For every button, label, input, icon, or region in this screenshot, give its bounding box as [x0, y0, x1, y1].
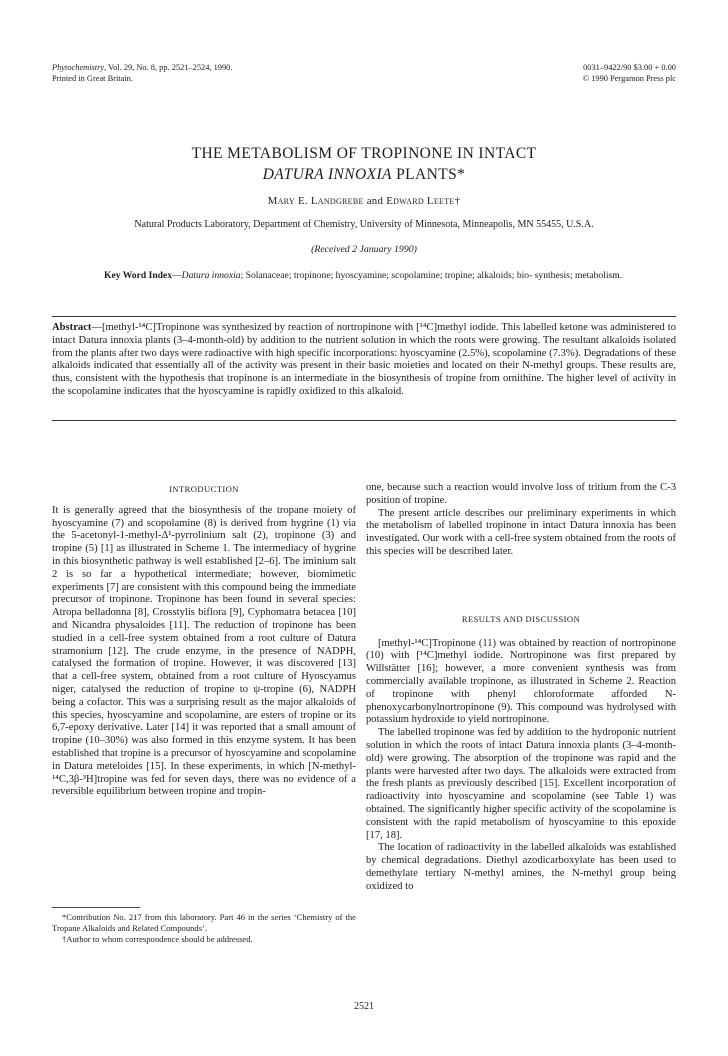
keywords-dash: — — [172, 270, 182, 281]
affiliation: Natural Products Laboratory, Department of Chemistry, University of Minnesota, Minneapolis, MN 55455, U.S.A. — [134, 219, 594, 230]
degradation-paragraph: The location of radioactivity in the labelled alkaloids was established by chemical degradations. Diethyl azodicarboxylate has been used to demethylate tertiary N-methyl amines, the N-methyl group being oxidized to — [366, 842, 676, 892]
journal-name: Phytochemistry — [52, 63, 105, 72]
right-column — [366, 482, 676, 894]
received-text: (Received 2 January 1990) — [311, 244, 417, 255]
keywords-list: ; Solanaceae; tropinone; hyoscyamine; scopolamine; tropine; alkaloids; bio- synthesis; metabolism. — [240, 270, 623, 281]
introduction-heading: INTRODUCTION — [169, 484, 239, 494]
abstract-label: Abstract — [52, 322, 92, 333]
footnote-rule — [52, 907, 140, 908]
abstract-dash: — — [91, 322, 103, 333]
footnotes — [52, 912, 356, 946]
printed-in: Printed in Great Britain. — [52, 74, 133, 83]
title-line-1: THE METABOLISM OF TROPINONE IN INTACT — [191, 145, 537, 162]
left-column — [52, 483, 356, 799]
citation-details: , Vol. 29, No. 8, pp. 2521–2524, 1990. — [104, 63, 233, 72]
author-2: Edward Leete† — [386, 195, 461, 207]
abstract-text: [methyl-¹⁴C]Tropinone was synthesized by reaction of nortropinone with [¹⁴C]methyl iodide. This labelled ketone was administered to intact Datura innoxia plants (3–4-month-old) by addition to the nutrient solution in which the roots were growing. The resultant alkaloids isolated from the plants after two days were radioactive with high specific incorporations: hyoscyamine (2.5%), scopolamine (7.3%). Degradations of these alkaloids indicated that essentially all of the activity was present in their basic moieties and located on their N-methyl groups. These results are, thus, consistent with the hypothesis that tropinone is an intermediate in the biosynthesis of tropine from ornithine. The higher level of activity in the scopolamine indicates that the hyoscyamine is rapidly oxidized to this alkaloid. — [52, 322, 676, 397]
introduction-paragraph: It is generally agreed that the biosynthesis of the tropane moiety of hyoscyamine (7) and scopolamine (8) is derived from hygrine (1) via the 5-acetonyl-1-methyl-Δ¹-pyrrolinium salt (2), tropinone (3) and tropine (5) [1] as illustrated in Scheme 1. The intermediacy of hygrine in this biosynthetic pathway is well established [2–6]. The iminium salt 2 is so far a hypothetical intermediate; however, biomimetic experiments [7] are consistent with this compound being the immediate precursor of tropinone. Tropinone has been found in several species: Atropa belladonna [8], Crosstylis biflora [9], Cyphomatra betacea [10] and Nicandra physaloides [11]. The reduction of tropinone has been studied in a cell-free system obtained from a root culture of Datura stramonium [12]. The crude enzyme, in the presence of NADPH, catalysed the formation of tropine. However, it was discovered [13] that a cell-free system, obtained from a root culture of Hyoscyamus niger, catalysed the reduction of tropine to ψ-tropine (6), NADPH being a cofactor. This was a surprising result as the major alkaloids of this species, hyoscyamine and scopolamine, are esters of tropine or its 6,7-epoxy derivative. Later [14] it was reported that a small amount of tropine (10–30%) was also formed in this enzyme system. It has been established that tropine is a precursor of hyoscyamine and scopolamine in Datura meteloides [15]. In these experiments, in which [N-methyl-¹⁴C,3β-³H]tropine was fed for seven days, there was no evidence of a reversible equilibrium between tropine and tropin- — [52, 504, 356, 798]
footnote-contribution: *Contribution No. 217 from this laboratory. Part 46 in the series ‘Chemistry of the Tropane Alkaloids and Related Compounds’. — [52, 912, 356, 934]
feeding-paragraph: The labelled tropinone was fed by addition to the hydroponic nutrient solution in which the roots of intact Datura innoxia plants (3–4-month-old) were growing. The absorption of the tropinone was rapid and the plants were harvested after two days. The alkaloids were extracted from the fresh plants as previously described [15]. Excellent incorporation of radioactivity into hyoscyamine and scopolamine (see Table 1) was obtained. The significantly higher specific activity of the scopolamine is consistent with the rapid metabolism of hyoscyamine to this epoxide [17, 18]. — [366, 727, 676, 841]
title-line-2 — [0, 164, 728, 185]
author-line — [0, 195, 728, 207]
issn-price: 0031–9422/90 $3.00 + 0.00 — [583, 63, 676, 72]
page-number: 2521 — [354, 1001, 374, 1012]
copyright: © 1990 Pergamon Press plc — [582, 74, 676, 83]
title-species: DATURA INNOXIA — [262, 166, 392, 183]
results-heading: RESULTS AND DISCUSSION — [461, 613, 581, 624]
abstract-bottom-rule — [52, 420, 676, 421]
author-conjunction: and — [363, 195, 387, 207]
title-tail: PLANTS* — [391, 166, 466, 183]
running-header-right — [426, 62, 676, 84]
keywords-label: Key Word Index — [104, 270, 173, 281]
keywords-species: Datura innoxia — [181, 270, 241, 281]
key-word-index — [104, 269, 644, 282]
present-article-paragraph: The present article describes our preliminary experiments in which the metabolism of labelled tropinone in intact Datura innoxia has been investigated. Our work with a cell-free system obtained from the roots of this species will be described later. — [366, 507, 676, 557]
citation-line — [52, 62, 382, 73]
running-header-left — [52, 62, 382, 84]
author-1: Mary E. Landgrebe — [267, 195, 364, 207]
abstract — [52, 322, 676, 399]
synthesis-paragraph: [methyl-¹⁴C]Tropinone (11) was obtained by reaction of nortropinone (10) with [¹⁴C]methyl iodide. Nortropinone was first prepared by Willstätter [16]; however, a more convenient synthesis was from commercially available tropinone, as illustrated in Scheme 2. Reaction of tropinone with phenyl chloroformate afforded N-phenoxycarbonylnortropinone (9). This compound was hydrolysed with potassium hydroxide to yield nortropinone. — [366, 637, 676, 726]
received-date — [0, 244, 728, 255]
article-title — [0, 143, 728, 185]
footnote-correspondence: †Author to whom correspondence should be addressed. — [62, 934, 253, 945]
intro-continuation: one, because such a reaction would involve loss of tritium from the C-3 position of tropine. — [366, 482, 676, 506]
abstract-top-rule — [52, 316, 676, 317]
